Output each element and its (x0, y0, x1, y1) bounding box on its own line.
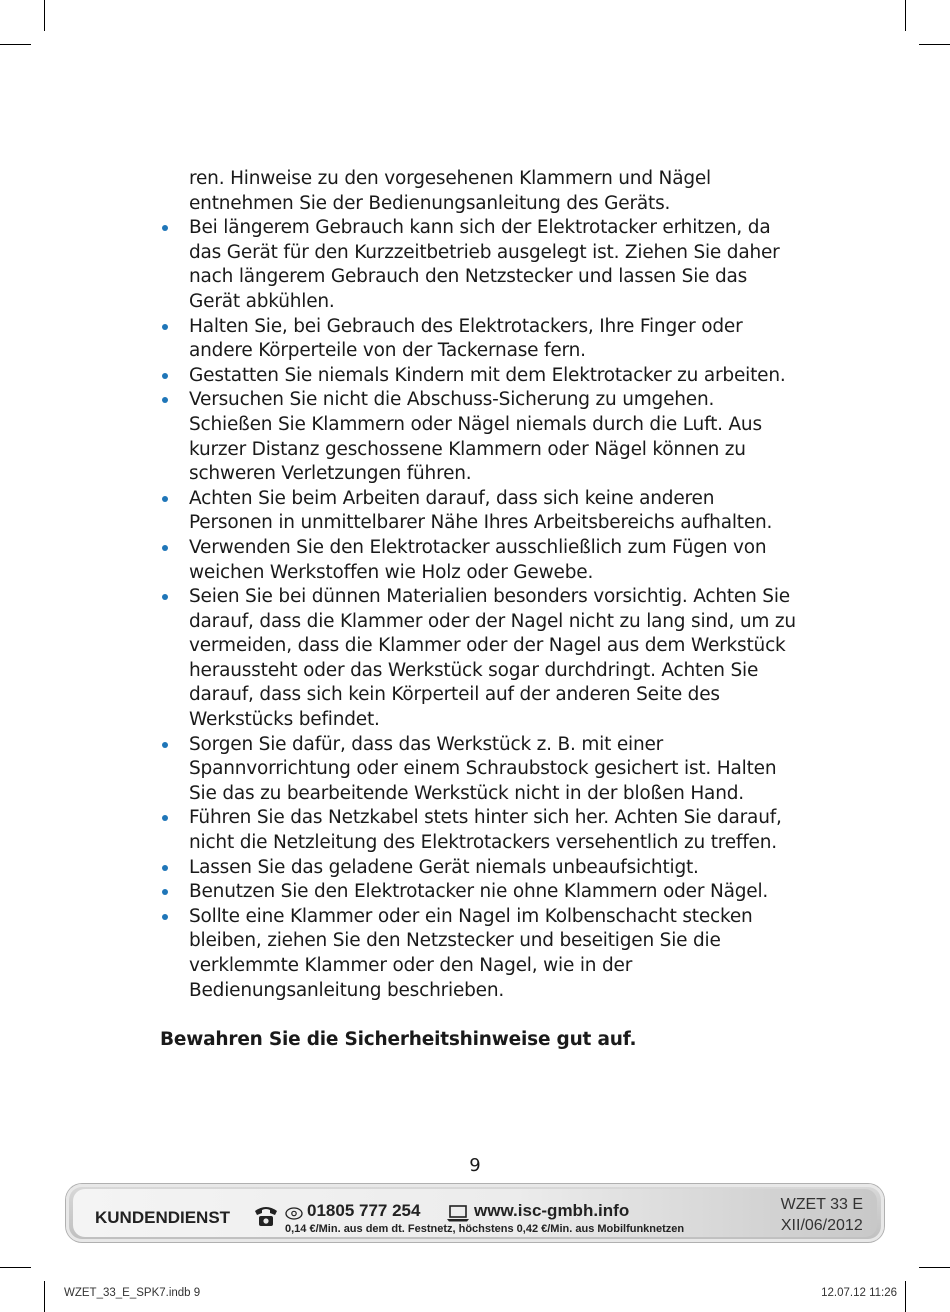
bullet-icon (162, 914, 168, 920)
crop-mark-bottom-right-h (919, 1267, 950, 1268)
bullet-item (160, 487, 800, 536)
crop-mark-top-right-v (905, 0, 906, 31)
bullet-text: Versuchen Sie nicht die Abschuss-Sicherung zu umgehen. Schießen Sie Klammern oder Nägel niemals durch die Luft. Aus kurzer Distanz geschossene Klammern oder Nägel können zu schweren Verletzungen führen. (189, 389, 762, 485)
bullet-icon (162, 496, 168, 502)
closing-note: Bewahren Sie die Sicherheitshinweise gut auf. (160, 1029, 637, 1051)
safety-instructions (160, 167, 800, 1071)
crop-mark-top-left-v (44, 0, 45, 31)
bullet-item (160, 856, 800, 881)
bullet-text: Benutzen Sie den Elektrotacker nie ohne Klammern oder Nägel. (189, 881, 769, 903)
bullet-icon (162, 373, 168, 379)
bullet-text: Sollte eine Klammer oder ein Nagel im Kolbenschacht stecken bleiben, ziehen Sie den Netzstecker und beseitigen Sie die verklemmte Klammer oder den Nagel, wie in der Bedienungsanleitung beschrieben. (189, 905, 753, 1001)
bullet-item (160, 905, 800, 1003)
model-name: WZET 33 E (780, 1196, 863, 1213)
bullet-icon (162, 545, 168, 551)
bullet-item (160, 733, 800, 807)
bullet-text: Lassen Sie das geladene Gerät niemals unbeaufsichtigt. (189, 856, 699, 878)
service-website-link[interactable]: www.isc-gmbh.info (474, 1201, 630, 1220)
call-rates-note: 0,14 €/Min. aus dem dt. Festnetz, höchstens 0,42 €/Min. aus Mobilfunknetzen (285, 1223, 685, 1235)
bullet-icon (162, 865, 168, 871)
bullet-item (160, 315, 800, 364)
bullet-item (160, 806, 800, 855)
bullet-text: Halten Sie, bei Gebrauch des Elektrotackers, Ihre Finger oder andere Körperteile von der Tackernase fern. (189, 315, 743, 362)
customer-service-label: KUNDENDIENST (95, 1208, 231, 1227)
bullet-item (160, 388, 800, 486)
crop-mark-top-right-h (919, 44, 950, 45)
print-slug-datetime: 12.07.12 11:26 (821, 1287, 897, 1299)
bullet-text: Achten Sie beim Arbeiten darauf, dass sich keine anderen Personen in unmittelbarer Nähe Ihres Arbeitsbereichs aufhalten. (189, 487, 773, 534)
bullet-icon (162, 225, 168, 231)
bullet-icon (162, 742, 168, 748)
bullet-text: Gestatten Sie niemals Kindern mit dem Elektrotacker zu arbeiten. (189, 364, 786, 386)
eye-icon (285, 1207, 303, 1220)
model-date: XII/06/2012 (780, 1217, 863, 1234)
bullet-item (160, 585, 800, 733)
bullet-icon (162, 815, 168, 821)
safety-bullet-list (160, 216, 800, 1003)
service-phone-number[interactable]: 01805 777 254 (307, 1201, 421, 1220)
bullet-text: Sorgen Sie dafür, dass das Werkstück z. B. mit einer Spannvorrichtung oder einem Schraubstock gesichert ist. Halten Sie das zu bearbeitende Werkstück nicht in der bloßen Hand. (189, 733, 777, 804)
bullet-icon (162, 594, 168, 600)
crop-mark-bottom-right-v (905, 1281, 906, 1312)
crop-mark-bottom-left-h (0, 1267, 31, 1268)
laptop-icon (447, 1205, 469, 1222)
crop-mark-bottom-left-v (44, 1281, 45, 1312)
phone-icon (253, 1204, 279, 1228)
model-info (781, 1194, 863, 1236)
bullet-text: Bei längerem Gebrauch kann sich der Elektrotacker erhitzen, da das Gerät für den Kurzzeitbetrieb ausgelegt ist. Ziehen Sie daher nach längerem Gebrauch den Netzstecker und lassen Sie das Gerät abkühlen. (189, 217, 780, 312)
bullet-text: Verwenden Sie den Elektrotacker ausschließlich zum Fügen von weichen Werkstoffen wie Holz oder Gewebe. (189, 536, 767, 583)
service-footer-inner (73, 1189, 877, 1237)
bullet-text: Führen Sie das Netzkabel stets hinter sich her. Achten Sie darauf, nicht die Netzleitung des Elektrotackers versehentlich zu treffen. (189, 807, 782, 854)
page-number: 9 (469, 1155, 481, 1176)
bullet-icon (162, 397, 168, 403)
bullet-text: Seien Sie bei dünnen Materialien besonders vorsichtig. Achten Sie darauf, dass die Klammer oder der Nagel nicht zu lang sind, um zu vermeiden, dass die Klammer oder der Nagel aus dem Werkstück heraussteht oder das Werkstück sogar durchdringt. Achten Sie darauf, dass sich kein Körperteil auf der anderen Seite des Werkstücks befindet. (189, 586, 796, 731)
bullet-item (160, 364, 800, 389)
service-footer (66, 1184, 884, 1242)
bullet-icon (162, 889, 168, 895)
print-slug-file: WZET_33_E_SPK7.indb 9 (64, 1287, 201, 1299)
bullet-icon (162, 324, 168, 330)
bullet-item (160, 536, 800, 585)
crop-mark-top-left-h (0, 44, 31, 45)
continuation-text: ren. Hinweise zu den vorgesehenen Klammern und Nägel entnehmen Sie der Bedienungsanleitung des Geräts. (189, 168, 711, 214)
bullet-item (160, 216, 800, 314)
bullet-item (160, 880, 800, 905)
